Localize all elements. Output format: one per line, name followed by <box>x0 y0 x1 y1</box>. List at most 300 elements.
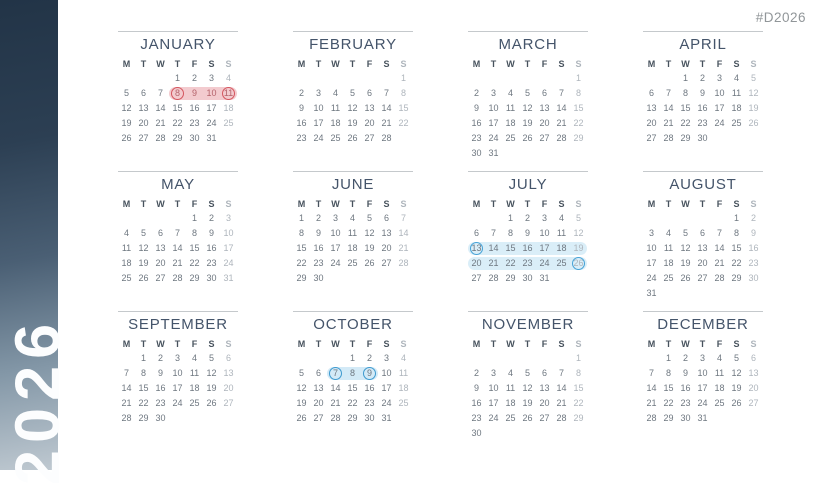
date-cell <box>135 411 152 426</box>
date-cell <box>327 71 344 86</box>
weekday-label: M <box>647 339 656 349</box>
weekday-label: T <box>315 339 322 349</box>
date-cell <box>152 381 169 396</box>
month-rule <box>118 31 238 32</box>
week-row <box>468 426 588 441</box>
date-cell <box>293 351 310 366</box>
date-cell <box>203 211 220 226</box>
date-cell <box>502 116 519 131</box>
date-number: 21 <box>714 258 725 268</box>
date-cell <box>344 256 361 271</box>
date-number: 20 <box>223 383 234 393</box>
date-number: 25 <box>330 133 341 143</box>
date-number: 27 <box>697 273 708 283</box>
date-number: 27 <box>223 398 234 408</box>
date-cell <box>293 381 310 396</box>
date-cell <box>570 256 587 271</box>
week-row <box>468 381 588 396</box>
date-number: 20 <box>381 243 392 253</box>
date-cell <box>570 351 587 366</box>
date-number: 15 <box>172 103 183 113</box>
date-number: 1 <box>174 73 180 83</box>
date-cell <box>728 86 745 101</box>
weekday-label: T <box>490 339 497 349</box>
date-cell <box>135 241 152 256</box>
circled-date: 9 <box>363 367 376 380</box>
date-cell <box>728 411 745 426</box>
date-number: 21 <box>488 258 499 268</box>
date-number: 7 <box>558 88 564 98</box>
weekday-label: F <box>191 59 198 69</box>
date-cell <box>118 71 135 86</box>
date-number: 20 <box>539 398 550 408</box>
weekday-label: S <box>733 339 740 349</box>
date-number: 7 <box>383 88 389 98</box>
date-number: 15 <box>505 243 516 253</box>
date-number: 20 <box>539 118 550 128</box>
date-cell <box>694 351 711 366</box>
date-number: 20 <box>646 118 657 128</box>
date-number: 14 <box>121 383 132 393</box>
date-number: 10 <box>488 103 499 113</box>
date-cell <box>536 226 553 241</box>
date-cell <box>169 116 186 131</box>
date-number: 7 <box>648 368 654 378</box>
date-number: 11 <box>663 243 674 253</box>
date-number: 9 <box>315 228 321 238</box>
date-number: 16 <box>697 103 708 113</box>
weekday-label: T <box>524 339 531 349</box>
date-cell <box>728 271 745 286</box>
date-number: 26 <box>522 133 533 143</box>
date-number: 19 <box>347 118 358 128</box>
date-cell <box>536 86 553 101</box>
date-number: 21 <box>121 398 132 408</box>
date-cell <box>711 396 728 411</box>
month-title: DECEMBER <box>657 316 749 333</box>
date-cell <box>395 116 412 131</box>
date-number: 16 <box>189 103 200 113</box>
date-cell <box>643 241 660 256</box>
date-cell <box>310 411 327 426</box>
date-number: 6 <box>473 228 479 238</box>
week-row <box>643 101 763 116</box>
date-cell <box>536 271 553 286</box>
date-number: 16 <box>748 243 759 253</box>
date-cell <box>570 86 587 101</box>
date-cell <box>327 101 344 116</box>
date-number: 12 <box>121 103 132 113</box>
date-cell <box>152 271 169 286</box>
date-number: 22 <box>573 118 584 128</box>
month-rule <box>643 311 763 312</box>
date-cell <box>118 271 135 286</box>
circled-date: 26 <box>573 258 584 269</box>
date-number: 17 <box>539 243 550 253</box>
date-number: 1 <box>298 213 304 223</box>
weekday-label: W <box>331 59 340 69</box>
date-cell <box>468 226 485 241</box>
date-cell <box>694 131 711 146</box>
date-cell <box>152 86 169 101</box>
date-cell <box>502 241 519 256</box>
date-cell <box>152 131 169 146</box>
date-cell <box>203 351 220 366</box>
week-row <box>468 71 588 86</box>
weekday-label: M <box>122 339 131 349</box>
month-september <box>118 311 238 441</box>
date-number: 5 <box>140 228 146 238</box>
date-cell <box>660 86 677 101</box>
date-cell <box>327 211 344 226</box>
weekday-label: T <box>699 339 706 349</box>
date-cell <box>293 101 310 116</box>
week-row <box>293 351 413 366</box>
date-cell <box>220 101 237 116</box>
week-row <box>468 211 588 226</box>
date-number: 2 <box>524 213 530 223</box>
date-number: 17 <box>172 383 183 393</box>
date-cell <box>361 381 378 396</box>
month-december <box>643 311 763 441</box>
date-cell <box>361 396 378 411</box>
date-number: 29 <box>347 413 358 423</box>
week-row <box>468 146 588 161</box>
date-number: 13 <box>223 368 234 378</box>
month-october <box>293 311 413 441</box>
date-cell <box>677 256 694 271</box>
date-cell <box>344 116 361 131</box>
circled-date: 8 <box>171 87 184 100</box>
date-number: 19 <box>206 383 217 393</box>
week-row <box>118 366 238 381</box>
date-number: 20 <box>471 258 482 268</box>
date-cell <box>536 366 553 381</box>
week-row <box>643 226 763 241</box>
date-cell <box>536 256 553 271</box>
date-cell <box>186 271 203 286</box>
date-cell <box>570 411 587 426</box>
week-row <box>643 271 763 286</box>
date-number: 9 <box>208 228 214 238</box>
date-number: 3 <box>332 213 338 223</box>
date-cell <box>677 226 694 241</box>
date-cell <box>468 116 485 131</box>
date-cell <box>220 411 237 426</box>
date-cell <box>677 241 694 256</box>
date-cell <box>694 71 711 86</box>
date-number: 18 <box>714 383 725 393</box>
date-number: 3 <box>490 88 496 98</box>
date-cell <box>203 241 220 256</box>
date-cell <box>502 426 519 441</box>
date-cell <box>293 116 310 131</box>
date-number: 4 <box>349 213 355 223</box>
date-number: 23 <box>748 258 759 268</box>
date-cell <box>745 131 762 146</box>
date-number: 8 <box>575 88 581 98</box>
date-number: 28 <box>381 133 392 143</box>
date-cell <box>694 366 711 381</box>
date-cell <box>553 426 570 441</box>
date-cell <box>395 131 412 146</box>
date-number: 23 <box>471 133 482 143</box>
date-cell <box>468 426 485 441</box>
date-cell <box>536 211 553 226</box>
date-number: 9 <box>524 228 530 238</box>
date-number: 15 <box>189 243 200 253</box>
date-cell <box>220 256 237 271</box>
date-number: 30 <box>471 428 482 438</box>
week-row <box>468 271 588 286</box>
date-number: 20 <box>364 118 375 128</box>
weekday-label: T <box>665 339 672 349</box>
date-number: 2 <box>298 88 304 98</box>
date-cell <box>502 71 519 86</box>
date-cell <box>220 241 237 256</box>
date-number: 10 <box>714 88 725 98</box>
date-cell <box>186 116 203 131</box>
date-number: 27 <box>539 133 550 143</box>
date-number: 6 <box>315 368 321 378</box>
date-cell <box>570 271 587 286</box>
date-cell <box>169 101 186 116</box>
date-number: 13 <box>697 243 708 253</box>
week-row <box>293 241 413 256</box>
date-number: 22 <box>398 118 409 128</box>
weekday-label: F <box>716 59 723 69</box>
date-number: 29 <box>296 273 307 283</box>
date-cell <box>395 271 412 286</box>
date-number: 8 <box>400 88 406 98</box>
date-cell <box>711 131 728 146</box>
weekday-label: W <box>681 339 690 349</box>
date-cell <box>519 211 536 226</box>
date-cell <box>728 226 745 241</box>
date-number: 18 <box>663 258 674 268</box>
date-cell <box>728 116 745 131</box>
month-april <box>643 31 763 161</box>
date-cell <box>186 366 203 381</box>
date-number: 24 <box>646 273 657 283</box>
date-number: 10 <box>488 383 499 393</box>
date-cell <box>220 351 237 366</box>
date-number: 19 <box>296 398 307 408</box>
date-cell <box>677 71 694 86</box>
date-number: 19 <box>364 243 375 253</box>
date-cell <box>203 101 220 116</box>
date-cell <box>711 286 728 301</box>
date-cell <box>660 71 677 86</box>
weekday-label: T <box>524 199 531 209</box>
date-cell <box>293 271 310 286</box>
date-number: 13 <box>539 383 550 393</box>
date-number: 22 <box>347 398 358 408</box>
date-cell <box>660 286 677 301</box>
date-number: 7 <box>490 228 496 238</box>
date-number: 21 <box>398 243 409 253</box>
date-number: 28 <box>172 273 183 283</box>
date-cell <box>553 211 570 226</box>
date-cell <box>711 211 728 226</box>
date-cell <box>485 411 502 426</box>
week-row <box>118 271 238 286</box>
date-number: 30 <box>364 413 375 423</box>
date-cell <box>728 366 745 381</box>
date-number: 2 <box>157 353 163 363</box>
date-number: 13 <box>748 368 759 378</box>
date-number: 16 <box>680 383 691 393</box>
date-cell <box>745 211 762 226</box>
date-cell <box>519 426 536 441</box>
date-number: 20 <box>313 398 324 408</box>
date-number: 19 <box>573 243 584 253</box>
date-number: 29 <box>138 413 149 423</box>
date-number: 30 <box>189 133 200 143</box>
date-cell <box>135 396 152 411</box>
date-cell <box>745 396 762 411</box>
date-cell <box>310 271 327 286</box>
date-number: 13 <box>155 243 166 253</box>
date-number: 1 <box>507 213 513 223</box>
date-cell <box>502 271 519 286</box>
date-cell <box>553 146 570 161</box>
date-cell <box>711 271 728 286</box>
date-number: 27 <box>646 133 657 143</box>
month-rule <box>293 311 413 312</box>
date-cell <box>169 351 186 366</box>
date-cell <box>169 86 186 101</box>
date-cell <box>570 101 587 116</box>
weekday-label: F <box>541 59 548 69</box>
date-number: 25 <box>347 258 358 268</box>
weekday-label: M <box>297 59 306 69</box>
weekday-label: S <box>558 59 565 69</box>
date-cell <box>327 381 344 396</box>
date-cell <box>660 131 677 146</box>
date-cell <box>643 226 660 241</box>
date-cell <box>203 381 220 396</box>
date-cell <box>203 366 220 381</box>
date-cell <box>728 71 745 86</box>
date-cell <box>519 396 536 411</box>
date-cell <box>135 101 152 116</box>
date-cell <box>519 131 536 146</box>
date-number: 14 <box>172 243 183 253</box>
date-cell <box>728 351 745 366</box>
week-row <box>643 286 763 301</box>
weekday-header <box>293 57 413 71</box>
date-number: 4 <box>332 88 338 98</box>
date-number: 17 <box>313 118 324 128</box>
date-number: 19 <box>522 118 533 128</box>
date-number: 18 <box>347 243 358 253</box>
date-number: 12 <box>206 368 217 378</box>
week-row <box>118 256 238 271</box>
date-number: 11 <box>330 103 341 113</box>
date-number: 2 <box>699 73 705 83</box>
date-cell <box>711 101 728 116</box>
date-number: 20 <box>697 258 708 268</box>
week-row <box>643 366 763 381</box>
date-cell <box>344 351 361 366</box>
date-cell <box>186 211 203 226</box>
date-cell <box>310 396 327 411</box>
date-number: 26 <box>522 413 533 423</box>
date-cell <box>468 256 485 271</box>
date-number: 9 <box>191 88 197 98</box>
date-cell <box>745 256 762 271</box>
date-number: 14 <box>381 103 392 113</box>
date-number: 1 <box>349 353 355 363</box>
date-cell <box>152 411 169 426</box>
week-row <box>643 381 763 396</box>
date-number: 14 <box>556 103 567 113</box>
date-number: 30 <box>680 413 691 423</box>
date-number: 18 <box>330 118 341 128</box>
week-row <box>468 116 588 131</box>
date-cell <box>293 396 310 411</box>
date-number: 4 <box>507 368 513 378</box>
date-cell <box>745 271 762 286</box>
date-cell <box>169 226 186 241</box>
date-number: 17 <box>714 103 725 113</box>
week-row <box>118 411 238 426</box>
date-number: 21 <box>381 118 392 128</box>
weekday-header <box>643 197 763 211</box>
weekday-label: T <box>349 339 356 349</box>
weekday-label: S <box>733 59 740 69</box>
date-cell <box>660 271 677 286</box>
date-number: 28 <box>155 133 166 143</box>
weekday-header <box>118 57 238 71</box>
date-number: 21 <box>556 398 567 408</box>
date-number: 5 <box>524 88 530 98</box>
weekday-label: W <box>331 199 340 209</box>
month-title: JUNE <box>331 176 375 193</box>
date-cell <box>344 396 361 411</box>
date-cell <box>220 116 237 131</box>
date-cell <box>169 256 186 271</box>
date-cell <box>711 381 728 396</box>
date-number: 1 <box>575 73 581 83</box>
date-cell <box>152 241 169 256</box>
date-number: 28 <box>663 133 674 143</box>
date-number: 7 <box>174 228 180 238</box>
date-cell <box>118 226 135 241</box>
date-cell <box>485 426 502 441</box>
date-cell <box>327 226 344 241</box>
date-number: 26 <box>121 133 132 143</box>
date-cell <box>553 351 570 366</box>
weekday-label: T <box>315 59 322 69</box>
date-number: 4 <box>716 353 722 363</box>
weekday-label: W <box>156 339 165 349</box>
date-cell <box>135 381 152 396</box>
weekday-header <box>293 337 413 351</box>
date-cell <box>118 381 135 396</box>
date-cell <box>361 271 378 286</box>
date-number: 26 <box>296 413 307 423</box>
date-cell <box>694 396 711 411</box>
week-row <box>468 366 588 381</box>
date-cell <box>643 396 660 411</box>
date-cell <box>395 71 412 86</box>
date-cell <box>361 351 378 366</box>
date-number: 13 <box>646 103 657 113</box>
week-row <box>293 71 413 86</box>
date-number: 10 <box>646 243 657 253</box>
